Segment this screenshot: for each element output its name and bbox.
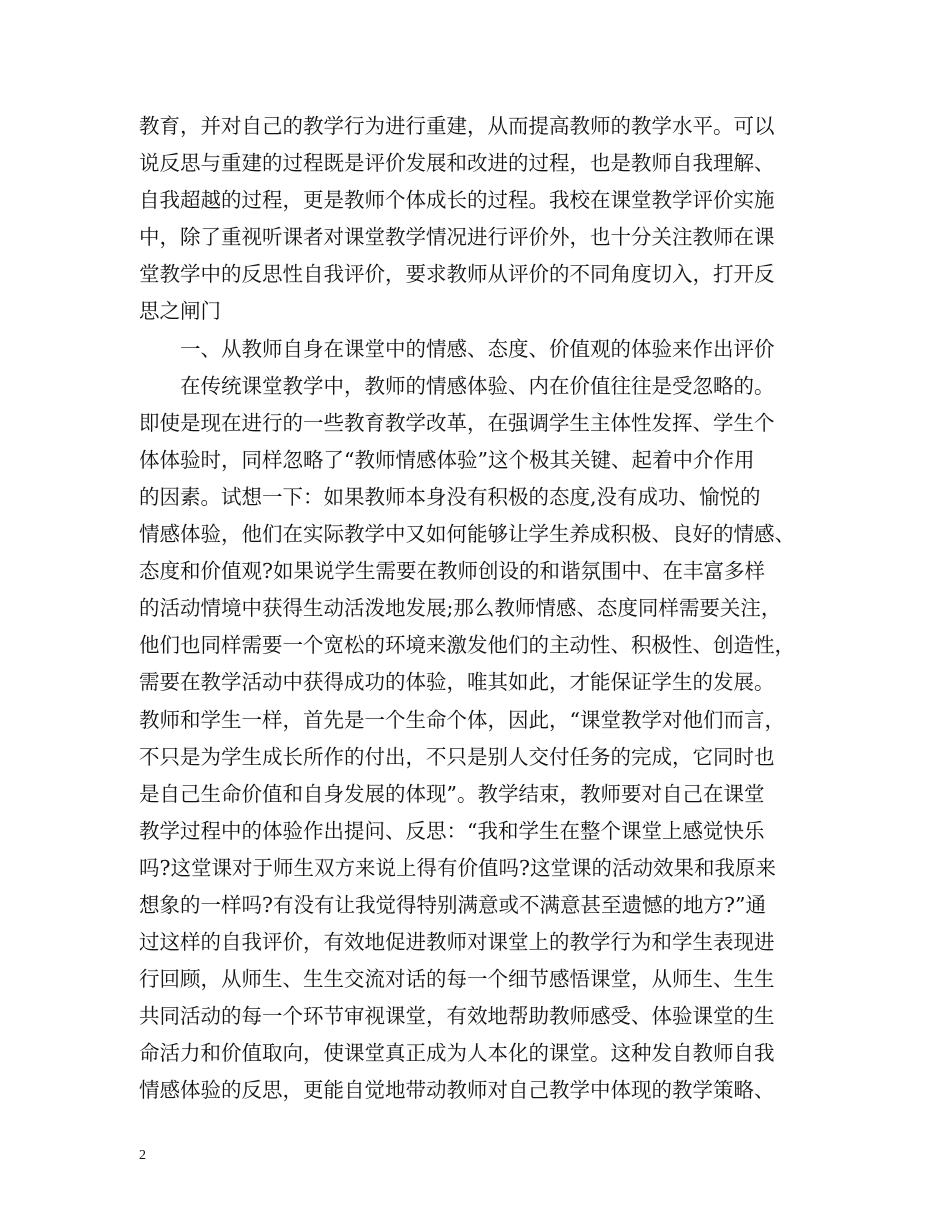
text-line: 行回顾，从师生、生生交流对话的每一个细节感悟课堂，从师生、生生 — [139, 967, 775, 992]
text-line: 的因素。试想一下：如果教师本身没有积极的态度,没有成功、愉悦的 — [139, 484, 761, 509]
text-line: 思之闸门 — [139, 299, 221, 324]
text-line: 的活动情境中获得生动活泼地发展;那么教师情感、态度同样需要关注， — [139, 596, 782, 621]
text-line: 堂教学中的反思性自我评价，要求教师从评价的不同角度切入，打开反 — [139, 262, 775, 287]
page-number: 2 — [139, 1148, 146, 1163]
text-line: 教育，并对自己的教学行为进行重建，从而提高教师的教学水平。可以 — [139, 114, 775, 138]
text-line: 即使是现在进行的一些教育教学改革，在强调学生主体性发挥、学生个 — [139, 410, 775, 435]
text-line: 需要在教学活动中获得成功的体验，唯其如此，才能保证学生的发展。 — [139, 670, 775, 695]
text-line: 中，除了重视听课者对课堂教学情况进行评价外，也十分关注教师在课 — [139, 225, 775, 250]
section-heading: 一、从教师自身在课堂中的情感、态度、价值观的体验来作出评价 — [180, 336, 775, 361]
text-line: 自我超越的过程，更是教师个体成长的过程。我校在课堂教学评价实施 — [139, 188, 775, 213]
text-line: 体体验时，同样忽略了“教师情感体验”这个极其关键、起着中介作用 — [139, 447, 755, 472]
paragraph-first-line: 在传统课堂教学中，教师的情感体验、内在价值往往是受忽略的。 — [180, 373, 775, 398]
text-line: 说反思与重建的过程既是评价发展和改进的过程，也是教师自我理解、 — [139, 151, 775, 176]
text-line: 想象的一样吗?有没有让我觉得特别满意或不满意甚至遗憾的地方?”通 — [139, 892, 766, 917]
text-line: 是自己生命价值和自身发展的体现”。教学结束，教师要对自己在课堂 — [139, 781, 765, 806]
text-line: 教学过程中的体验作出提问、反思：“我和学生在整个课堂上感觉快乐 — [139, 818, 765, 843]
text-line: 他们也同样需要一个宽松的环境来激发他们的主动性、积极性、创造性， — [139, 633, 795, 658]
text-line: 命活力和价值取向，使课堂真正成为人本化的课堂。这种发自教师自我 — [139, 1041, 775, 1066]
text-line: 情感体验的反思，更能自觉地带动教师对自己教学中体现的教学策略、 — [139, 1078, 775, 1103]
text-line: 共同活动的每一个环节审视课堂，有效地帮助教师感受、体验课堂的生 — [139, 1004, 775, 1029]
text-line: 教师和学生一样，首先是一个生命个体，因此，“课堂教学对他们而言， — [139, 707, 785, 732]
text-line: 过这样的自我评价，有效地促进教师对课堂上的教学行为和学生表现进 — [139, 930, 775, 955]
body-text — [139, 108, 829, 1110]
text-line: 不只是为学生成长所作的付出，不只是别人交付任务的完成，它同时也 — [139, 744, 775, 769]
text-line: 吗?这堂课对于师生双方来说上得有价值吗?这堂课的活动效果和我原来 — [139, 855, 776, 880]
text-line: 情感体验，他们在实际教学中又如何能够让学生养成积极、良好的情感、 — [139, 522, 795, 547]
text-line: 态度和价值观?如果说学生需要在教师创设的和谐氛围中、在丰富多样 — [139, 559, 765, 584]
